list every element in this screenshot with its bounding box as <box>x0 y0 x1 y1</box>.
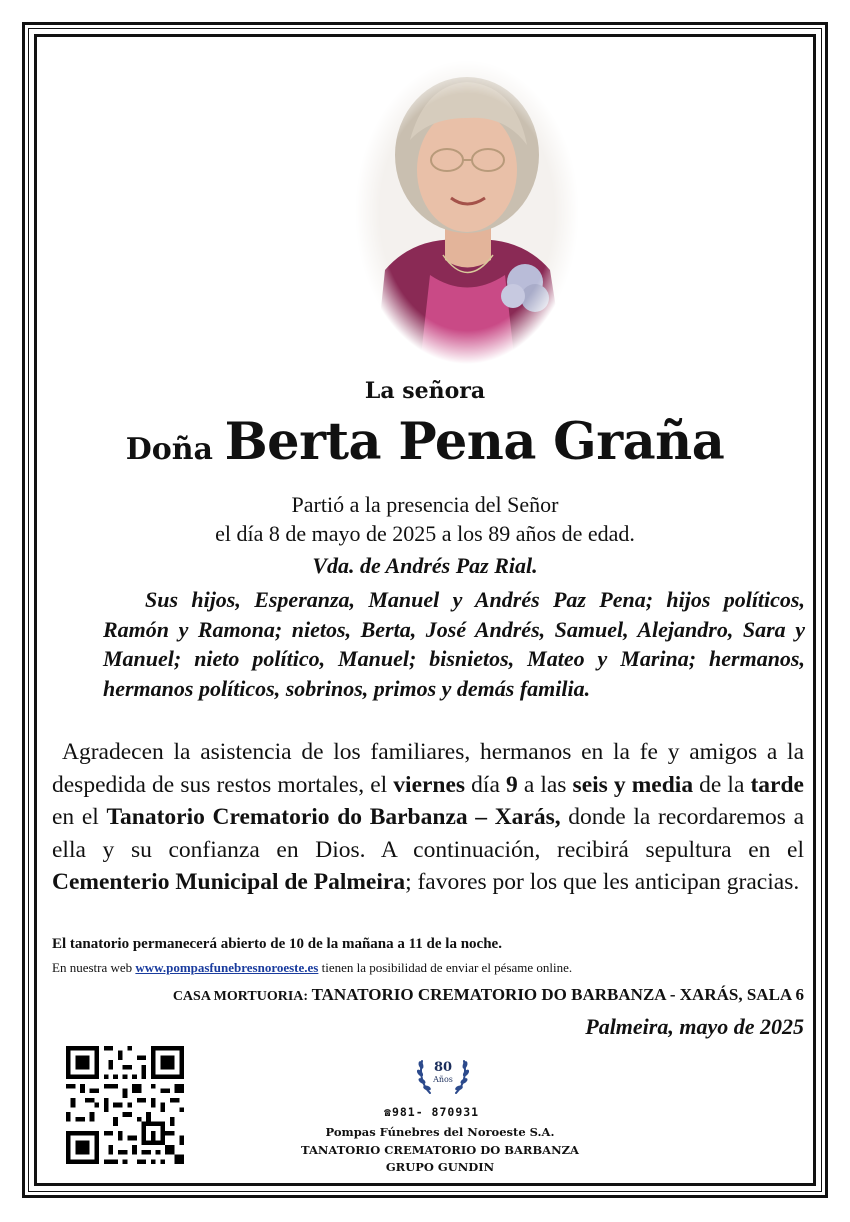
date-age-line: el día 8 de mayo de 2025 a los 89 años de edad. <box>215 521 635 546</box>
hours-note: El tanatorio permanecerá abierto de 10 de la mañana a 11 de la noche. <box>52 936 502 952</box>
web-suffix: tienen la posibilidad de enviar el pésame online. <box>318 960 573 975</box>
body-text-5: en el <box>52 804 107 830</box>
body-bold-day: viernes <box>393 771 466 798</box>
company-group: GRUPO GUNDIN <box>385 1160 495 1174</box>
service-announcement <box>52 736 804 899</box>
body-text-1: Agradecen la asistencia de los familiares, hermanos en la fe y amigos a la despedida de sus restos mortales, el <box>52 739 804 798</box>
place-date: Palmeira, mayo de 2025 <box>585 1014 804 1039</box>
casa-value: TANATORIO CREMATORIO DO BARBANZA - XARÁS, SALA 6 <box>311 985 804 1004</box>
casa-label: CASA MORTUORIA: <box>172 989 312 1004</box>
phone-number: 981- 870931 <box>391 1105 480 1119</box>
web-note <box>52 960 572 976</box>
deceased-name-row <box>40 412 810 472</box>
passing-line: Partió a la presencia del Señor <box>291 492 559 517</box>
body-text-7: ; favores por los que les anticipan gracias. <box>405 869 800 895</box>
phone-icon: ☎ <box>384 1105 392 1119</box>
company-name: Pompas Fúnebres del Noroeste S.A. <box>325 1125 555 1139</box>
body-bold-venue: Tanatorio Crematorio do Barbanza – Xarás, <box>106 804 561 830</box>
widow-line: Vda. de Andrés Paz Rial. <box>312 553 538 578</box>
intro-text: La señora <box>364 378 486 404</box>
body-text-3: a las <box>517 771 573 798</box>
phone-line <box>384 1105 479 1119</box>
deceased-name: Berta Pena Graña <box>224 412 725 472</box>
funeral-home-line <box>173 985 804 1005</box>
website-link[interactable]: www.pompasfunebresnoroeste.es <box>135 960 319 975</box>
family-list: Sus hijos, Esperanza, Manuel y Andrés Paz Pena; hijos políticos, Ramón y Ramona; nietos, Berta, José Andrés, Samuel, Alejandro, Sara y Manuel; nieto político, Manuel; bisnietos, Mateo y Marina; hermanos, hermanos políticos, sobrinos, primos y demás familia. <box>103 587 805 701</box>
body-text-4: de la <box>693 771 751 798</box>
body-bold-period: tarde <box>750 771 804 798</box>
body-text-2: día <box>465 771 506 798</box>
body-bold-cemetery: Cementerio Municipal de Palmeira <box>52 869 406 895</box>
honorific: Doña <box>125 432 213 467</box>
body-bold-time: seis y media <box>572 771 694 798</box>
portrait-photo <box>355 60 580 365</box>
80-years-laurel-logo <box>412 1045 474 1101</box>
body-text-6: donde la recordaremos a ella y su confianza en Dios. A continuación, recibirá sepultura en el <box>52 804 805 863</box>
company-facility: TANATORIO CREMATORIO DO BARBANZA <box>301 1143 579 1157</box>
logo-number: 80 <box>433 1060 453 1075</box>
web-prefix: En nuestra web <box>52 960 136 975</box>
body-bold-date: 9 <box>505 771 518 798</box>
qr-code <box>66 1046 184 1164</box>
logo-word: Años <box>433 1075 453 1084</box>
